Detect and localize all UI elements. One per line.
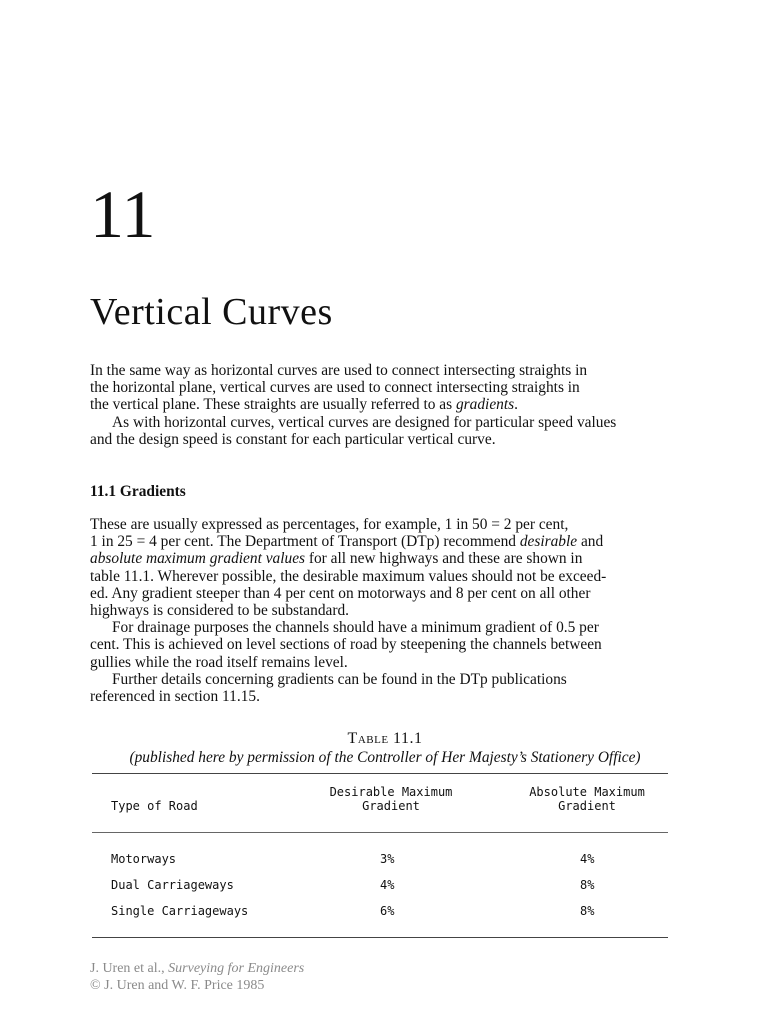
body-text-span: and [577, 533, 604, 551]
table-cell-desirable: 6% [380, 904, 395, 918]
body-line [90, 550, 690, 567]
body-text-span: for all new highways and these are shown in [305, 550, 583, 568]
body-line: cent. This is achieved on level sections of road by steepening the channels between [90, 636, 602, 654]
table-caption [90, 729, 680, 767]
table-header-type: Type of Road [111, 799, 198, 813]
table-header-desirable [301, 785, 481, 813]
section-heading: 11.1 Gradients [90, 483, 186, 500]
citation-authors: J. Uren et al., [90, 961, 169, 976]
copyright-line: © J. Uren and W. F. Price 1985 [90, 978, 265, 993]
table-subtitle: (published here by permission of the Controller of Her Majesty’s Stationery Office) [129, 749, 641, 766]
body-line: For drainage purposes the channels should have a minimum gradient of 0.5 per [112, 619, 599, 637]
table-label: Table 11.1 [347, 730, 423, 747]
table-cell-absolute: 8% [580, 904, 595, 918]
table-header-line: Absolute Maximum [529, 785, 645, 799]
body-line: table 11.1. Wherever possible, the desirable maximum values should not be exceed- [90, 567, 607, 585]
table-header-line: Gradient [362, 799, 420, 813]
table-cell-type: Single Carriageways [111, 904, 249, 918]
table-cell-absolute: 8% [580, 878, 595, 892]
body-line: gullies while the road itself remains level. [90, 653, 348, 671]
table-cell-desirable: 3% [380, 852, 395, 866]
table-cell-type: Dual Carriageways [111, 878, 234, 892]
table-header-rule [92, 832, 668, 833]
intro-line: As with horizontal curves, vertical curves are designed for particular speed values [112, 413, 617, 431]
citation-book-title: Surveying for Engineers [168, 961, 305, 976]
body-emphasis: absolute maximum gradient values [90, 550, 306, 568]
table-header-line: Gradient [558, 799, 616, 813]
body-line: ed. Any gradient steeper than 4 per cent on motorways and 8 per cent on all other [90, 584, 591, 602]
intro-line: and the design speed is constant for each particular vertical curve. [90, 430, 496, 448]
body-line [90, 533, 690, 550]
table-header-absolute [497, 785, 677, 813]
chapter-number: 11 [90, 176, 156, 252]
intro-line: the horizontal plane, vertical curves are used to connect intersecting straights in [90, 379, 580, 397]
intro-emphasis: gradients [455, 396, 515, 414]
table-cell-desirable: 4% [380, 878, 395, 892]
table-bottom-rule [92, 937, 668, 938]
table-cell-absolute: 4% [580, 852, 595, 866]
citation-line [90, 960, 304, 977]
intro-text [90, 362, 690, 448]
body-line: highways is considered to be substandard. [90, 602, 350, 620]
body-text-span: 1 in 25 = 4 per cent. The Department of Transport (DTp) recommend [90, 533, 520, 551]
section-body [90, 516, 690, 705]
table-cell-type: Motorways [111, 852, 177, 866]
chapter-title: Vertical Curves [90, 291, 333, 333]
table-top-rule [92, 773, 668, 774]
table-header-line: Desirable Maximum [329, 785, 453, 799]
body-line: referenced in section 11.15. [90, 688, 260, 706]
body-line: Further details concerning gradients can be found in the DTp publications [112, 670, 567, 688]
intro-text-span: the vertical plane. These straights are usually referred to as [90, 396, 453, 414]
body-emphasis: desirable [519, 533, 578, 551]
intro-line [90, 396, 690, 413]
citation-footer [90, 960, 304, 994]
body-line: These are usually expressed as percentages, for example, 1 in 50 = 2 per cent, [90, 516, 569, 533]
intro-text-span: . [514, 396, 518, 414]
intro-line: In the same way as horizontal curves are used to connect intersecting straights in [90, 362, 588, 379]
